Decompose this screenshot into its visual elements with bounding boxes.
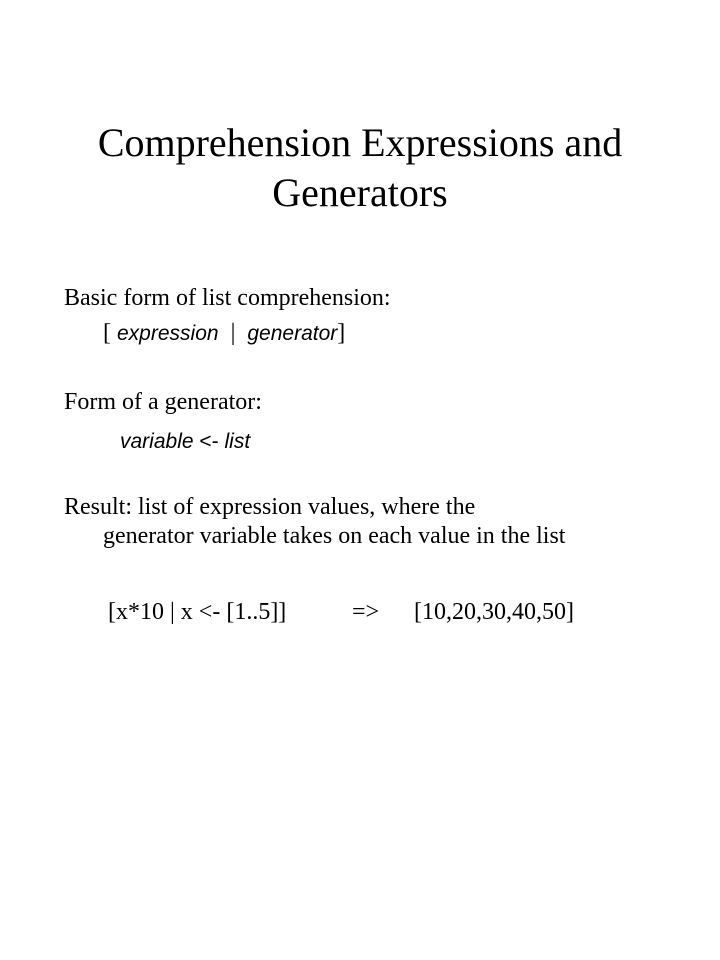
expression-term: expression [117, 322, 219, 345]
generator-arrow: <- [199, 430, 219, 453]
example-code: [x*10 | x <- [1..5]] [108, 599, 287, 625]
generator-term: generator [247, 322, 338, 345]
list-term: list [224, 430, 251, 453]
generator-syntax [120, 428, 250, 456]
variable-term: variable [120, 430, 194, 453]
open-bracket: [ [103, 320, 111, 346]
generator-heading: Form of a generator: [64, 389, 262, 415]
basic-form-syntax [103, 319, 345, 348]
slide-title: Comprehension Expressions and Generators [97, 120, 623, 215]
basic-form-heading: Basic form of list comprehension: [64, 285, 391, 311]
example-arrow: => [352, 599, 380, 625]
example-result: [10,20,30,40,50] [414, 599, 574, 625]
result-line-2: generator variable takes on each value in the list [103, 523, 566, 549]
result-line-1: Result: list of expression values, where the [64, 494, 476, 520]
bar-separator: | [230, 320, 236, 346]
close-bracket: ] [337, 320, 346, 346]
